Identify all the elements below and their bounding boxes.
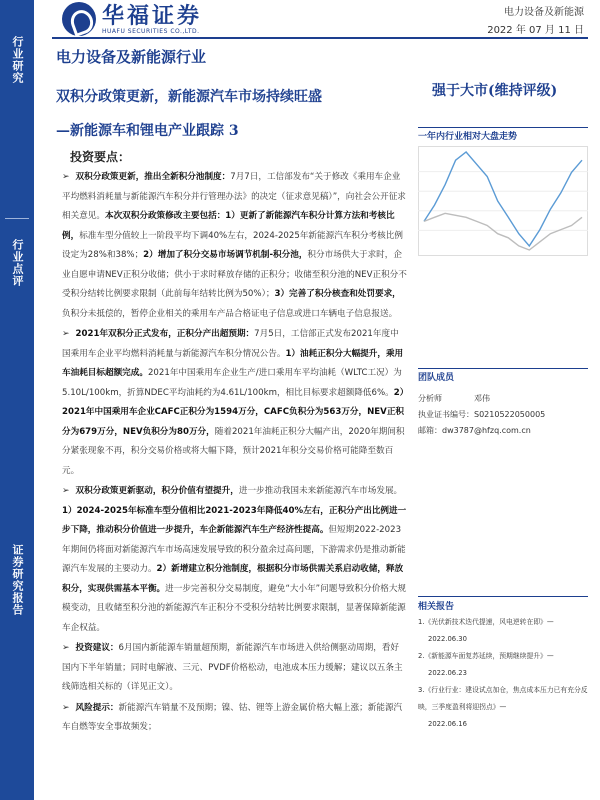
related-report-title[interactable]: 3.《行业行业：建设试点加仓，焦点成本压力已有充分反映，三季度盈利将迎拐点》—	[418, 686, 588, 711]
body-text: 7月7日，工信部发布“关于修改《乘用车企业平均燃料消耗量与新能源汽车积分并行管理办法》的决定（征求意见稿）”，向社会公开征求相关意见。	[62, 172, 406, 221]
rating: 强于大市(维持评级)	[432, 83, 558, 99]
logo-mark-icon	[62, 2, 96, 36]
related-report-title[interactable]: 2.《新能源车面复苏延续，预期继续提升》—	[418, 652, 554, 660]
bold-text: 1）2024-2025年标准车型分值相比2021-2023年降低40%左右，正积分产出比例进一步下降，推动积分价值进一步提升，车企新能源汽车生产经济性提高。	[62, 505, 407, 535]
chart-heading: 一年内行业相对大盘走势	[418, 132, 518, 142]
related-heading: 相关报告	[418, 602, 455, 612]
body-text: 积分市场供大于求时，企业自愿申请NEV正积分收储；供小于求时释放存储的正积分；收储至积分池的NEV正积分不受积分结转比例要求限制（此前每年结转比例为50%）；	[62, 250, 407, 299]
related-report-date: 2022.06.16	[428, 720, 467, 728]
bullet-arrow-icon: ➢	[62, 486, 70, 496]
bullet-arrow-icon: ➢	[62, 172, 70, 182]
logo-name: 华福证券	[102, 2, 203, 29]
report-title: 双积分政策更新，新能源汽车市场持续旺盛	[56, 89, 322, 105]
report-subtitle: —新能源车和锂电产业跟踪 3	[56, 123, 239, 139]
side-band	[0, 0, 34, 800]
paragraph	[62, 325, 407, 481]
body-text: 6月国内新能源车销量超预期，新能源汽车市场进入供给侧驱动周期，看好国内下半年销量；同时电解液、三元、PVDF价格松动，电池成本压力缓解；建议以五条主线筛选相关标的（详见正文）。	[62, 643, 403, 692]
relative-trend-chart	[418, 146, 588, 256]
analyst-label: 分析师	[418, 394, 442, 403]
bold-text: 2021年双积分正式发布，正积分产出超预期：	[75, 329, 255, 339]
related-report-title[interactable]: 1.《光伏新技术迭代提速，风电逆转在即》—	[418, 618, 554, 626]
bullet-arrow-icon: ➢	[62, 643, 70, 653]
related-report-date: 2022.06.23	[428, 669, 467, 677]
bold-text: 2）增加了积分交易市场调节机制-积分池，	[143, 250, 308, 260]
chart-series-line-2	[424, 213, 582, 250]
side-label-report: 证券研究报告	[11, 544, 24, 616]
related-divider	[418, 596, 588, 597]
analyst-name: 邓伟	[474, 394, 490, 403]
email-link[interactable]: dw3787@hfzq.com.cn	[442, 426, 531, 435]
points-heading: 投资要点：	[70, 150, 131, 164]
logo-english: HUAFU SECURITIES CO.,LTD.	[102, 27, 200, 35]
bullet-arrow-icon: ➢	[62, 329, 70, 339]
side-label-review: 行业点评	[11, 239, 24, 287]
body-text: 7月5日，工信部正式发布2021年度中国乘用车企业平均燃料消耗量与新能源汽车积分情况公告。	[62, 329, 399, 359]
body-text: 进一步推动我国未来新能源汽车市场发展。	[238, 486, 403, 496]
team-heading: 团队成员	[418, 373, 455, 383]
main-body	[62, 168, 407, 739]
header-divider	[52, 37, 588, 39]
bullet-arrow-icon: ➢	[62, 702, 70, 713]
bold-text: 2）新增建立积分池制度，根据积分市场供需关系启动收储，释放积分，实现供需基本平衡。	[62, 564, 404, 594]
bold-text: 双积分政策更新驱动，积分价值有望提升，	[75, 486, 239, 496]
cert-number: S0210522050005	[474, 410, 546, 419]
team-divider	[418, 368, 588, 369]
industry-title: 电力设备及新能源行业	[56, 48, 207, 66]
related-report-date: 2022.06.30	[428, 635, 467, 643]
paragraph	[62, 639, 407, 698]
body-text: 标准车型分值较上一阶段平均下调40%左右，2024-2025年新能源汽车积分考核比例设定为28%和38%；	[62, 230, 403, 260]
related-reports	[418, 614, 588, 733]
paragraph	[62, 699, 407, 738]
chart-divider	[418, 127, 588, 128]
body-text: 负积分未抵偿的，暂停企业相关的乘用车产品合格证电子信息或进口车辆电子信息报送。	[62, 308, 398, 319]
paragraph	[62, 482, 407, 638]
body-text: 但短期2022-2023年期间仍将面对新能源汽车市场高速发展导致的积分盈余过高问题，下游需求仍是推动新能源汽车发展的主要动力。	[62, 525, 406, 574]
company-logo	[62, 2, 202, 36]
body-text: 新能源汽车销量不及预期；镍、钴、锂等上游金属价格大幅上涨；新能源汽车自燃等安全事故频发；	[62, 702, 403, 732]
header-sector: 电力设备及新能源	[504, 7, 584, 18]
bold-text: 本次双积分政策修改主要包括：1）更新了新能源汽车积分计算方法和考核比例，	[62, 211, 395, 241]
side-label-research: 行业研究	[11, 36, 24, 84]
body-text: 进一步完善积分交易制度，避免“大小年”问题导致积分价格大规模变动，且收储至积分池的新能源汽车正积分不受积分结转比例要求限制，显著保障新能源车企权益。	[62, 583, 407, 633]
bold-text: 3）完善了积分核查和处罚要求，	[274, 289, 401, 299]
bold-text: 双积分政策更新，推出全新积分池制度：	[75, 172, 231, 182]
bold-text: 风险提示：	[75, 702, 119, 713]
analyst-info	[418, 391, 588, 439]
body-text: 2021年中国乘用车企业生产/进口乘用车平均油耗（WLTC工况）为5.10L/100km，折算NDEC平均油耗约为4.61L/100km，相比目标要求超额降低6%。	[62, 368, 402, 398]
bold-text: 2）2021年中国乘用车企业CAFC正积分为1594万分，CAFC负积分为563万分，NEV正积分为679万分，NEV负积分为80万分，	[62, 387, 405, 437]
cert-label: 执业证书编号：	[418, 410, 474, 419]
paragraph	[62, 168, 407, 324]
email-label: 邮箱：	[418, 426, 442, 435]
side-divider	[5, 218, 29, 219]
bold-text: 1）油耗正积分大幅提升，乘用车油耗目标超额完成。	[62, 348, 404, 378]
bold-text: 投资建议：	[75, 643, 119, 653]
body-text: 随着2021年油耗正积分大幅产出，2020年期间积分紧张现象不再，积分交易价格或将大幅下降，预计2021年积分交易价格可能降至数百元。	[62, 426, 405, 476]
header-info	[487, 4, 584, 40]
chart-frame	[419, 147, 588, 256]
chart-series-line-1	[424, 152, 582, 246]
header-date: 2022 年 07 月 11 日	[487, 25, 584, 36]
